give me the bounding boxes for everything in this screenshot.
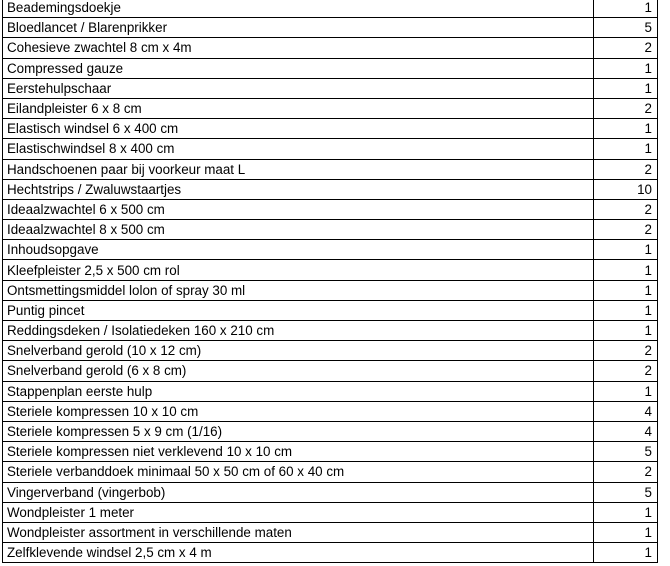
item-name-cell: Zelfklevende windsel 2,5 cm x 4 m xyxy=(3,543,594,563)
item-name-cell: Ontsmettingsmiddel lolon of spray 30 ml xyxy=(3,280,594,300)
item-quantity-cell: 1 xyxy=(594,119,658,139)
item-name-cell: Steriele kompressen 5 x 9 cm (1/16) xyxy=(3,421,594,441)
item-name-cell: Compressed gauze xyxy=(3,58,594,78)
table-row xyxy=(3,38,658,58)
item-name-cell: Wondpleister 1 meter xyxy=(3,502,594,522)
item-name-cell: Beademingsdoekje xyxy=(3,0,594,18)
table-row xyxy=(3,502,658,522)
item-quantity-cell: 1 xyxy=(594,139,658,159)
item-name-cell: Steriele kompressen niet verklevend 10 x 10 cm xyxy=(3,442,594,462)
item-name-cell: Wondpleister assortment in verschillende maten xyxy=(3,522,594,542)
item-quantity-cell: 5 xyxy=(594,18,658,38)
table-row xyxy=(3,98,658,118)
item-name-cell: Eilandpleister 6 x 8 cm xyxy=(3,98,594,118)
table-row xyxy=(3,58,658,78)
item-name-cell: Ideaalzwachtel 8 x 500 cm xyxy=(3,220,594,240)
table-row xyxy=(3,0,658,18)
table-row xyxy=(3,341,658,361)
item-quantity-cell: 2 xyxy=(594,159,658,179)
table-row xyxy=(3,260,658,280)
item-name-cell: Snelverband gerold (6 x 8 cm) xyxy=(3,361,594,381)
item-name-cell: Elastischwindsel 8 x 400 cm xyxy=(3,139,594,159)
table-row xyxy=(3,462,658,482)
item-name-cell: Bloedlancet / Blarenprikker xyxy=(3,18,594,38)
item-name-cell: Ideaalzwachtel 6 x 500 cm xyxy=(3,199,594,219)
item-quantity-cell: 4 xyxy=(594,421,658,441)
item-quantity-cell: 2 xyxy=(594,361,658,381)
table-row xyxy=(3,280,658,300)
table-row xyxy=(3,179,658,199)
item-name-cell: Steriele verbanddoek minimaal 50 x 50 cm of 60 x 40 cm xyxy=(3,462,594,482)
table-row xyxy=(3,78,658,98)
item-name-cell: Cohesieve zwachtel 8 cm x 4m xyxy=(3,38,594,58)
item-quantity-cell: 2 xyxy=(594,38,658,58)
table-row xyxy=(3,401,658,421)
item-quantity-cell: 2 xyxy=(594,98,658,118)
first-aid-inventory-table xyxy=(2,0,658,563)
item-quantity-cell: 2 xyxy=(594,199,658,219)
item-quantity-cell: 2 xyxy=(594,220,658,240)
inventory-table-body xyxy=(3,0,658,563)
item-name-cell: Kleefpleister 2,5 x 500 cm rol xyxy=(3,260,594,280)
item-quantity-cell: 1 xyxy=(594,381,658,401)
item-quantity-cell: 1 xyxy=(594,522,658,542)
item-quantity-cell: 1 xyxy=(594,240,658,260)
item-name-cell: Puntig pincet xyxy=(3,300,594,320)
table-row xyxy=(3,300,658,320)
table-row xyxy=(3,240,658,260)
item-name-cell: Inhoudsopgave xyxy=(3,240,594,260)
item-name-cell: Steriele kompressen 10 x 10 cm xyxy=(3,401,594,421)
item-name-cell: Handschoenen paar bij voorkeur maat L xyxy=(3,159,594,179)
item-quantity-cell: 10 xyxy=(594,179,658,199)
item-name-cell: Vingerverband (vingerbob) xyxy=(3,482,594,502)
item-quantity-cell: 1 xyxy=(594,502,658,522)
table-row xyxy=(3,442,658,462)
item-quantity-cell: 4 xyxy=(594,401,658,421)
item-quantity-cell: 1 xyxy=(594,280,658,300)
table-row xyxy=(3,361,658,381)
table-row xyxy=(3,199,658,219)
item-quantity-cell: 1 xyxy=(594,300,658,320)
item-quantity-cell: 1 xyxy=(594,321,658,341)
table-row xyxy=(3,321,658,341)
item-name-cell: Snelverband gerold (10 x 12 cm) xyxy=(3,341,594,361)
item-quantity-cell: 1 xyxy=(594,260,658,280)
item-name-cell: Stappenplan eerste hulp xyxy=(3,381,594,401)
item-name-cell: Elastisch windsel 6 x 400 cm xyxy=(3,119,594,139)
item-quantity-cell: 5 xyxy=(594,482,658,502)
item-name-cell: Eerstehulpschaar xyxy=(3,78,594,98)
item-quantity-cell: 1 xyxy=(594,543,658,563)
table-row xyxy=(3,139,658,159)
table-row xyxy=(3,18,658,38)
item-quantity-cell: 5 xyxy=(594,442,658,462)
item-quantity-cell: 1 xyxy=(594,0,658,18)
table-row xyxy=(3,381,658,401)
table-row xyxy=(3,159,658,179)
table-row xyxy=(3,522,658,542)
item-name-cell: Reddingsdeken / Isolatiedeken 160 x 210 cm xyxy=(3,321,594,341)
item-quantity-cell: 2 xyxy=(594,462,658,482)
item-name-cell: Hechtstrips / Zwaluwstaartjes xyxy=(3,179,594,199)
table-row xyxy=(3,482,658,502)
item-quantity-cell: 1 xyxy=(594,78,658,98)
table-row xyxy=(3,421,658,441)
table-row xyxy=(3,119,658,139)
table-row xyxy=(3,543,658,563)
item-quantity-cell: 2 xyxy=(594,341,658,361)
table-row xyxy=(3,220,658,240)
item-quantity-cell: 1 xyxy=(594,58,658,78)
